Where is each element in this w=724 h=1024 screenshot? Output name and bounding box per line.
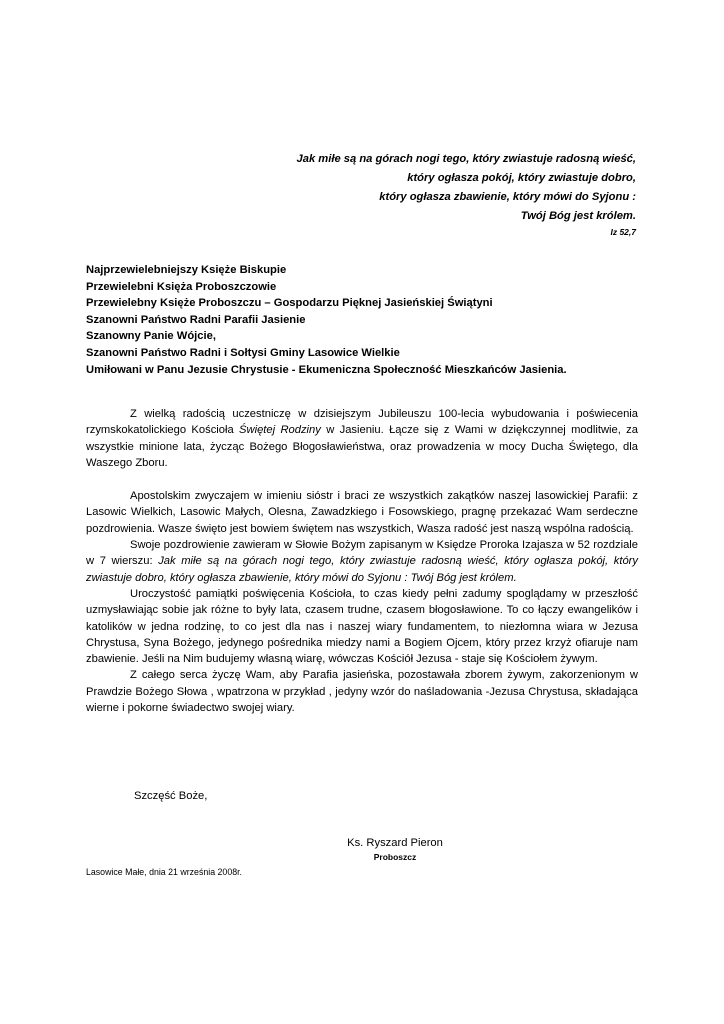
salutation-line: Szanowni Państwo Radni Parafii Jasienie — [86, 313, 306, 326]
body-paragraph-3 — [86, 537, 638, 586]
place-and-date: Lasowice Małe, dnia 21 września 2008r. — [86, 867, 242, 877]
paragraph-text: w Jasieniu. Łącze się z Wami w dziękczynnej modlitwie, za wszystkie minione lata, życząc Bożego Błogosławieństwa, oraz prowadzenia w mocy Ducha Świętego, dla Waszego Zboru. — [86, 424, 638, 469]
motto-line: Jak miłe są na górach nogi tego, który zwiastuje radosną wieść, — [296, 153, 636, 165]
letter-body — [86, 406, 638, 716]
church-name: Świętej Rodziny — [239, 424, 321, 437]
motto-line: Twój Bóg jest królem. — [520, 210, 636, 222]
motto-line: który ogłasza zbawienie, który mówi do Syjonu : — [379, 191, 636, 203]
salutation-line: Przewielebny Księże Proboszczu – Gospodarzu Pięknej Jasieńskiej Świątyni — [86, 297, 493, 310]
paragraph-text: Swoje pozdrowienie zawieram w Słowie Bożym zapisanym w Księdze Proroka Izajasza w 52 rozdziale w 7 wierszu: — [86, 539, 638, 568]
signature-role: Proboszcz — [373, 852, 417, 862]
body-paragraph-4: Uroczystość pamiątki poświęcenia Kościoła, to czas kiedy pełni zadumy spoglądamy w przeszłość uzmysławiając sobie jak różne to były lata, czasem trudne, czasem błogosławione. To co łączy ewangelików i katolików w jedna rodzinę, to co jest dla nas i naszej wiary fundamentem, to niezłomna wiara w Jezusa Chrystusa, Syna Bożego, jedynego pośrednika miedzy nami a Bogiem Ojcem, który przez krzyż ofiaruje nam zbawienie. Jeśli na Nim budujemy własną wiarę, wówczas Kościół Jezusa - staje się Kościołem żywym. — [86, 587, 638, 666]
closing-greeting: Szczęść Boże, — [134, 790, 208, 802]
salutation-line: Szanowni Państwo Radni i Sołtysi Gminy Lasowice Wielkie — [86, 346, 400, 359]
body-paragraph-5: Z całego serca życzę Wam, aby Parafia jasieńska, pozostawała zborem żywym, zakorzenionym w Prawdzie Bożego Słowa , wpatrzona w przykład , jedyny wzór do naśladowania -Jezusa Chrystusa, składająca wierne i pokorne świadectwo swojej wiary. — [86, 669, 638, 715]
signature-name: Ks. Ryszard Pieron — [347, 837, 443, 849]
body-paragraph-1 — [86, 406, 638, 471]
salutation-line: Przewielebni Księża Proboszczowie — [86, 280, 277, 293]
body-paragraph-2: Apostolskim zwyczajem w imieniu sióstr i braci ze wszystkich zakątków naszej lasowickiej Parafii: z Lasowic Wielkich, Lasowic Małych, Olesna, Zawadzkiego i Fosowskiego, pragnę przekazać Wam serdeczne pozdrowienia. Wasze święto jest bowiem świętem nas wszystkich, Wasza radość jest naszą wspólna radością. — [86, 490, 638, 535]
scripture-quote: Jak miłe są na górach nogi tego, który zwiastuje radosną wieść, który ogłasza pokój, który zwiastuje dobro, który ogłasza zbawienie, który mówi do Syjonu : Twój Bóg jest królem. — [86, 555, 639, 584]
salutation-line: Umiłowani w Panu Jezusie Chrystusie - Ekumeniczna Społeczność Mieszkańców Jasienia. — [86, 363, 567, 376]
motto-line: który ogłasza pokój, który zwiastuje dobro, — [407, 172, 636, 184]
salutations-block — [86, 262, 646, 378]
signature-block — [320, 835, 470, 863]
salutation-line: Najprzewielebniejszy Księże Biskupie — [86, 264, 287, 276]
scripture-motto — [297, 150, 636, 238]
salutation-line: Szanowny Panie Wójcie, — [86, 330, 216, 343]
motto-reference: Iz 52,7 — [610, 227, 636, 237]
paragraph-text: Z wielką radością uczestniczę w dzisiejszym Jubileuszu 100-lecia wybudowania i poświecenia rzymskokatolickiego Kościoła — [86, 408, 638, 437]
